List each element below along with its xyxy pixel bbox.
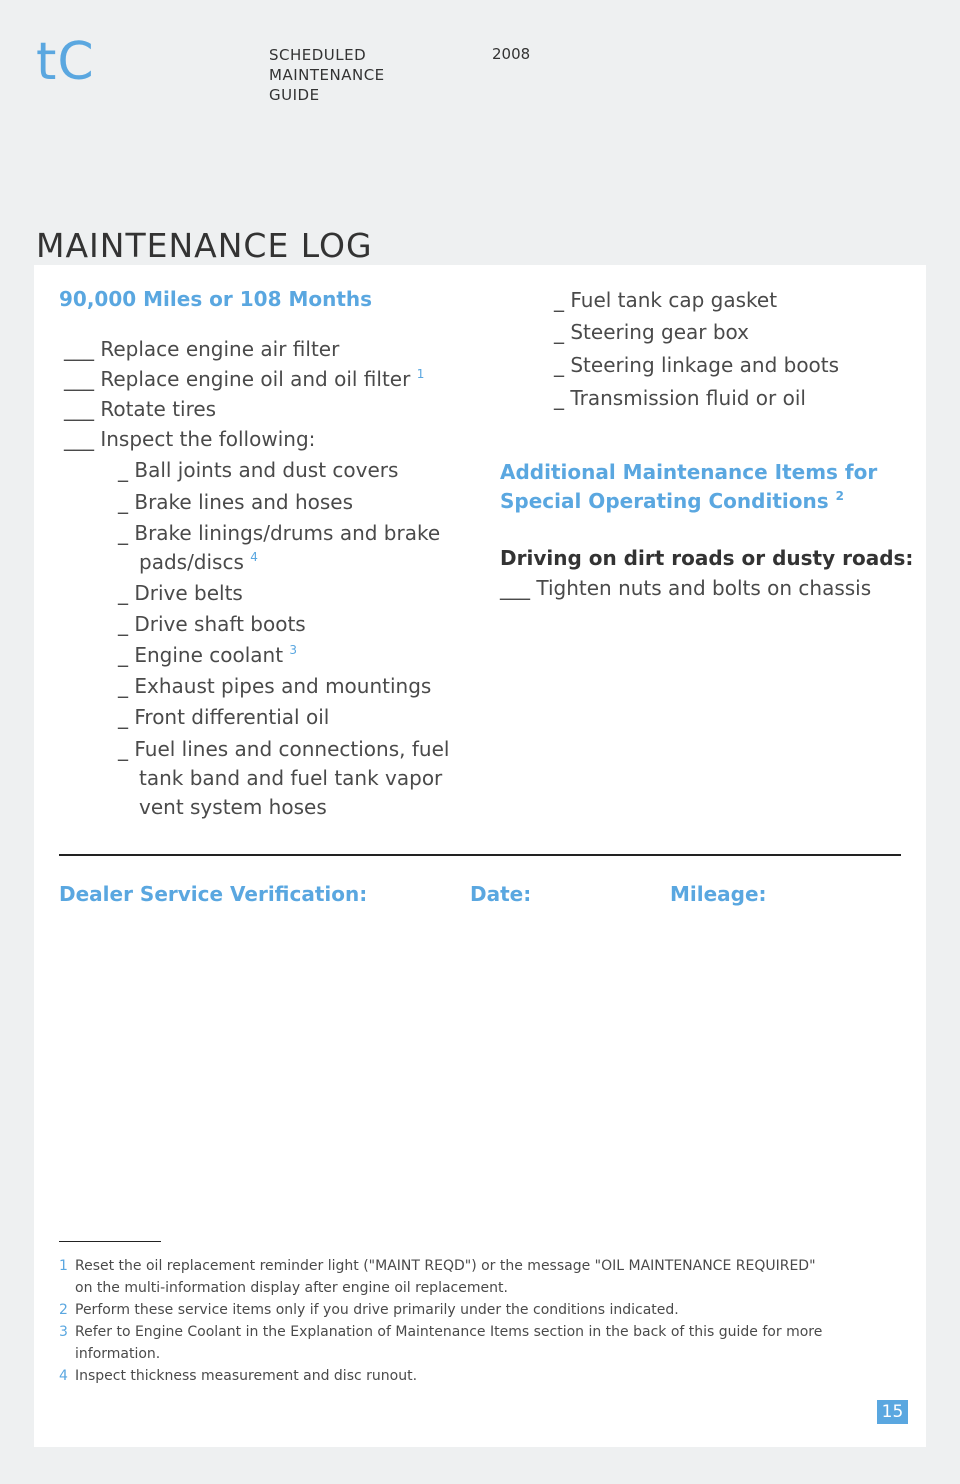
inspect-item: _ Brake lines and hoses xyxy=(118,490,353,514)
guide-title-line: MAINTENANCE xyxy=(269,66,385,84)
guide-title-line: GUIDE xyxy=(269,86,320,104)
condition-subheading: Driving on dirt roads or dusty roads: xyxy=(500,546,914,570)
inspect-item: _ Steering gear box xyxy=(554,320,749,344)
footnote-number: 3 xyxy=(59,1324,68,1340)
checklist-item: ___ Tighten nuts and bolts on chassis xyxy=(500,576,872,600)
checklist-item: ___ Inspect the following: xyxy=(64,427,316,451)
footnote-number: 4 xyxy=(59,1368,68,1384)
footnote-divider xyxy=(59,1241,161,1242)
footnote-ref: 2 xyxy=(835,489,844,503)
inspect-item: vent system hoses xyxy=(139,795,327,819)
footnote-number: 1 xyxy=(59,1258,68,1274)
footnote-number: 2 xyxy=(59,1302,68,1318)
inspect-item: pads/discs $^4$ xyxy=(139,550,258,574)
inspect-item: _ Fuel tank cap gasket xyxy=(554,288,778,312)
inspect-item: _ Steering linkage and boots xyxy=(554,353,840,377)
inspect-item: _ Fuel lines and connections, fuel xyxy=(118,737,450,761)
checklist-item: ___ Rotate tires xyxy=(64,397,217,421)
checklist-item: ___ Replace engine air filter xyxy=(64,337,340,361)
checklist-item: ___ Replace engine oil and oil filter $^1$ xyxy=(64,367,425,391)
footnote-ref: 1 xyxy=(416,367,425,381)
additional-heading: Special Operating Conditions $^2$ xyxy=(500,489,844,513)
inspect-item: _ Transmission fluid or oil xyxy=(554,386,806,410)
page-title: MAINTENANCE LOG xyxy=(36,226,373,266)
inspect-item: _ Front differential oil xyxy=(118,705,330,729)
inspect-item: _ Drive shaft boots xyxy=(118,612,306,636)
inspect-item: tank band and fuel tank vapor xyxy=(139,766,443,790)
footnote: 4 Inspect thickness measurement and disc runout. xyxy=(59,1365,899,1387)
maintenance-panel xyxy=(34,265,926,1447)
inspect-item: _ Ball joints and dust covers xyxy=(118,458,399,482)
inspect-item: _ Drive belts xyxy=(118,581,243,605)
footnote-ref: 3 xyxy=(289,643,298,657)
divider xyxy=(59,854,901,856)
additional-heading: Additional Maintenance Items for xyxy=(500,460,878,484)
inspect-item: _ Engine coolant $^3$ xyxy=(118,643,298,667)
page-number: 15 xyxy=(877,1400,908,1424)
dealer-verification-label: Dealer Service Verification: xyxy=(59,882,368,906)
guide-title xyxy=(269,45,385,105)
mileage-label: Mileage: xyxy=(670,882,767,906)
date-label: Date: xyxy=(470,882,532,906)
footnote: 3 Refer to Engine Coolant in the Explanation of Maintenance Items section in the back of this guide for more information. xyxy=(59,1321,899,1365)
footnote: 1 Reset the oil replacement reminder light ("MAINT REQD") or the message "OIL MAINTENANCE REQUIRED" on the multi-information display after engine oil replacement. xyxy=(59,1255,899,1299)
interval-heading: 90,000 Miles or 108 Months xyxy=(59,287,373,311)
inspect-item: _ Brake linings/drums and brake xyxy=(118,521,441,545)
footnote: 2 Perform these service items only if you drive primarily under the conditions indicated. xyxy=(59,1299,899,1321)
footnote-ref: 4 xyxy=(250,550,258,564)
brand-logo: tC xyxy=(36,32,95,92)
guide-year: 2008 xyxy=(492,45,531,63)
guide-title-line: SCHEDULED xyxy=(269,46,367,64)
inspect-item: _ Exhaust pipes and mountings xyxy=(118,674,432,698)
